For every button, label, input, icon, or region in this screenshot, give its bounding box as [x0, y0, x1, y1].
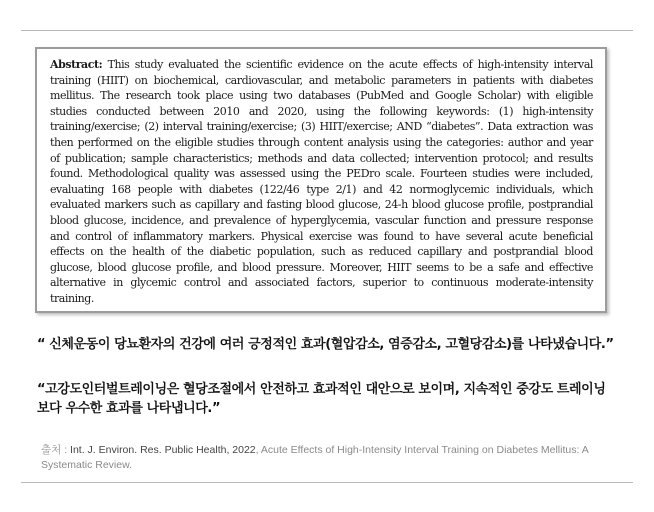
source-title: , Acute Effects of High-Intensity Interval Training on Diabetes Mellitus: A Systematic Review. — [41, 444, 589, 471]
abstract-paragraph — [50, 57, 593, 307]
quote-hiit-alternative: “고강도인터벌트레이닝은 혈당조절에서 안전하고 효과적인 대안으로 보이며, 지속적인 중강도 트레이닝보다 우수한 효과를 나타냅니다.” — [37, 382, 606, 416]
abstract-box — [35, 47, 607, 313]
abstract-label: Abstract: — [50, 58, 103, 71]
source-journal: Int. J. Environ. Res. Public Health, 2022 — [70, 444, 256, 456]
top-divider — [21, 30, 633, 31]
bottom-divider — [21, 482, 633, 483]
abstract-body: This study evaluated the scientific evidence on the acute effects of high-intensity interval training (HIIT) on biochemical, cardiovascular, and metabolic parameters in patients with diabetes mellitus. The research took place using two databases (PubMed and Google Scholar) with eligible studies conducted between 2010 and 2020, using the following keywords: (1) high-intensity training/exercise; (2) interval training/exercise; (3) HIIT/exercise; AND “diabetes”. Data extraction was then performed on the eligible studies through content analysis using the categories: author and year of publication; sample characteristics; methods and data collected; intervention protocol; and results found. Methodological quality was assessed using the PEDro scale. Fourteen studies were included, evaluating 168 people with diabetes (122/46 type 2/1) and 42 normoglycemic individuals, which evaluated markers such as capillary and fasting blood glucose, 24-h blood glucose profile, postprandial blood glucose, incidence, and prevalence of hyperglycemia, vascular function and pressure response and control of inflammatory markers. Physical exercise was found to have several acute beneficial effects on the health of the diabetic population, such as reduced capillary and postprandial blood glucose, blood glucose profile, and blood pressure. Moreover, HIIT seems to be a safe and effective alternative in glycemic control and associated factors, superior to continuous moderate-intensity training. — [50, 58, 593, 305]
quote-exercise-benefits: “ 신체운동이 당뇨환자의 건강에 여러 긍정적인 효과(혈압감소, 염증감소, 고혈당감소)를 나타냈습니다.” — [37, 337, 614, 352]
source-citation — [41, 443, 601, 473]
source-prefix: 출처 : — [41, 444, 71, 456]
